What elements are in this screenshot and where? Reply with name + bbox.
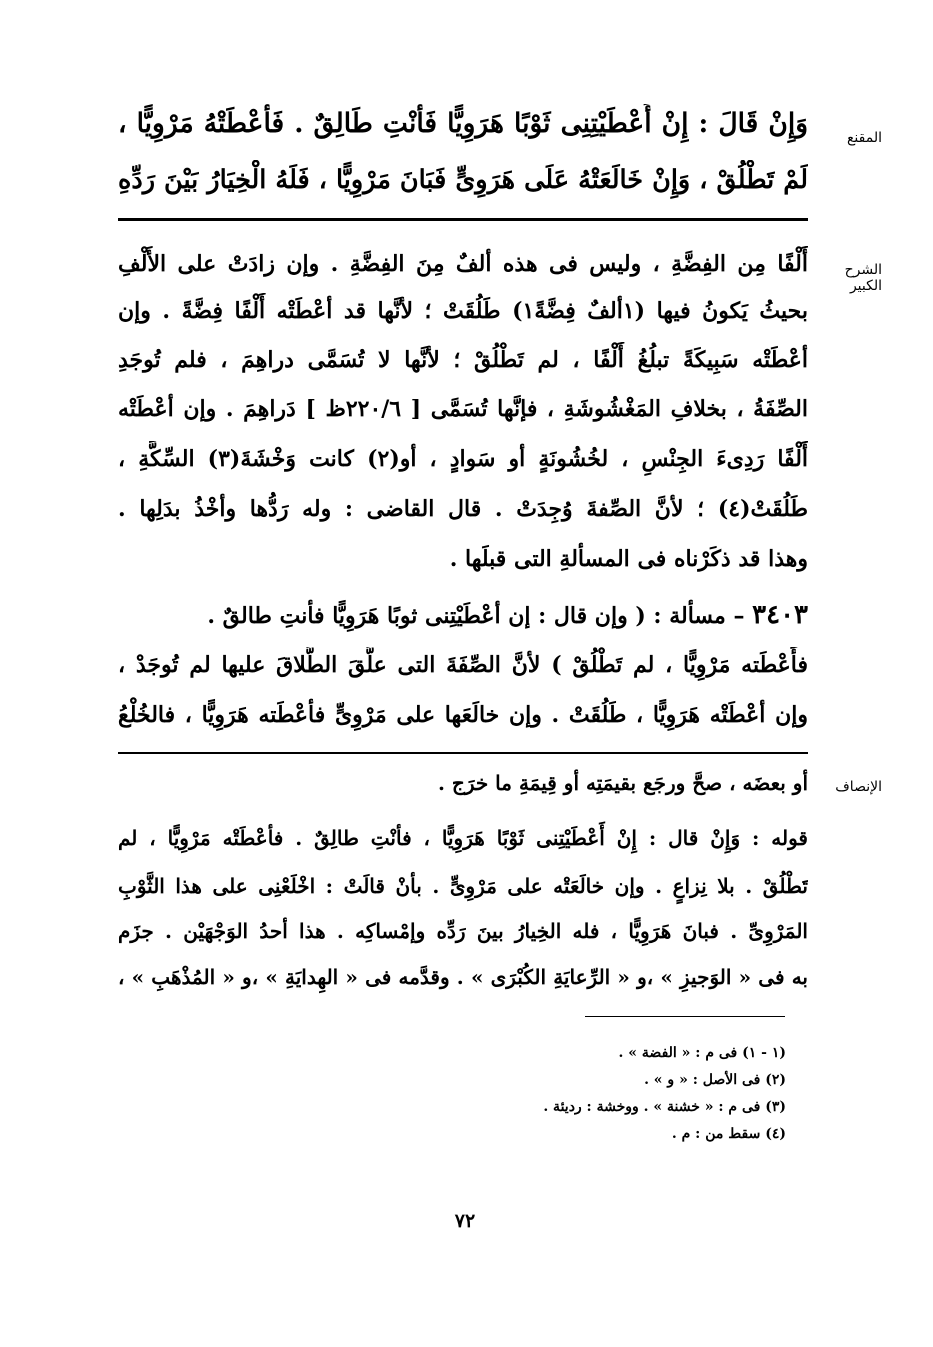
insaf-line: به فى « الوَجيزِ » ،و « الرِّعايَةِ الكُبْرَى » . وقدَّمه فى « الهِدايَةِ » ،و « المُذْهَبِ » ،: [118, 965, 808, 989]
insaf-line: تَطْلُقْ . بلا نِزاعٍ . وإن خالَعَتْه على مَرْوِىٍّ . بأنْ قالَتْ : اخْلَعْنِى على هذا الثَّوْبِ: [118, 874, 808, 898]
section-label-sharh: الشرح الكبير: [844, 262, 882, 294]
sharh-line: وهذا قد ذكَرْناه فى المسألةِ التى قبلَها .: [449, 546, 808, 572]
muqni-line: لَمْ تَطْلُقْ ، وَإِنْ خَالَعَتْهُ عَلَى هَرَوِىٍّ فَبَانَ مَرْوِيًّا ، فَلَهُ الْخِيَارُ بَيْنَ رَدِّهِ: [118, 165, 808, 195]
sharh-line: طَلُقَتْ(٤) ؛ لأنَّ الصِّفةَ وُجِدَتْ . قال القاضى : وله رَدُّها وأخْذُ بدَلِها .: [118, 496, 808, 522]
footnote: (٤) سقط من : م .: [671, 1126, 786, 1142]
muqni-line: وَإِنْ قَالَ : إِنْ أَعْطَيْتِنِى ثَوْبًا هَرَوِيًّا فَأَنْتِ طَالِقٌ . فَأَعْطَتْهُ مَرْوِيًّا ،: [118, 108, 808, 139]
masala-first-line: – مسألة : ( وإن قال : إن أعْطَيْتِنى ثوبًا هَرَوِيًّا فأنتِ طالقٌ .: [207, 603, 745, 629]
sharh-line: أَلْفًا رَدِىءَ الجِنْسِ ، لخُشُونَةٍ أو سَوادٍ ، أو(٢) كانت وَخْشَةَ(٣) السِّكَّةِ ،: [118, 446, 808, 472]
sharh-line: أعْطَتْه سَبِيكَةً تبلُغُ أَلْفًا ، لم تَطْلُقْ ؛ لأنَّها لا تُسَمَّى دراهِمَ ، فلم تُوجَدِ: [118, 347, 808, 373]
footnote: (١ - ١) فى م : « الفضة » .: [618, 1045, 786, 1061]
footnotes: [520, 1040, 786, 1148]
footnote: (٣) فى م : « خشنة » . ووخشة : رديئة .: [543, 1099, 786, 1115]
sharh-line: أَلْفًا مِن الفِضَّةِ ، وليس فى هذه ألفٌ مِنَ الفِضَّةِ . وإن زادَتْ على الأَلْفِ: [118, 251, 808, 277]
sharh-line: بحيثُ يَكونُ فيها (١ألفٌ فِضَّةً١) طَلُقَتْ ؛ لأنَّها قد أعْطَتْه أَلْفًا فِضَّةً . وإن: [118, 298, 808, 324]
masala-line: فأَعْطَته مَرْوِيًّا ، لم تَطْلُقْ ) لأنَّ الصِّفَةَ التى علَّقَ الطَّلاقَ عليها لم تُوجَدْ ،: [118, 652, 808, 678]
insaf-line: أو بعضَه ، صحَّ ورجَع بقيمَتِه أو قِيمَةِ ما خرَج .: [437, 771, 808, 795]
page-number: ٧٢: [454, 1210, 476, 1232]
masala-heading: [118, 597, 808, 637]
insaf-line: المَرْوِىِّ . فبانَ هَرَوِيًّا ، فله الخِيارُ بينَ رَدِّه وإمْساكِه . هذا أحدُ الوَجْهَيْن . جزَم: [118, 919, 808, 943]
insaf-line: قوله : وَإِنْ قال : إِنْ أَعْطَيْتِنى ثَوْبًا هَرَوِيًّا ، فأنْتِ طالِقٌ . فأعْطَتْه مَرْوِيًّا ، لم: [118, 826, 808, 850]
section-label-muqni: المقنع: [846, 130, 882, 146]
section-divider: [118, 218, 808, 221]
section-divider: [118, 752, 808, 754]
footnote: (٢) فى الأصل : « و » .: [644, 1072, 786, 1088]
masala-number: ٣٤٠٣: [752, 600, 808, 630]
section-label-insaf: الإنصاف: [835, 779, 882, 795]
footnote-divider: [585, 1016, 785, 1017]
sharh-line: الصِّفَةُ ، بخلافِ المَغْشُوشَةِ ، فإنَّها تُسَمَّى [ ٢٢٠/٦ظ ] دَراهِمَ . وإن أعْطَتْه: [118, 396, 808, 422]
masala-line: وإن أعْطَتْه هَرَوِيًّا ، طَلُقَتْ . وإن خالَعَها على مَرْوِىٍّ فأعْطَته هَرَوِيًّا ، فالخُلْعُ: [118, 702, 808, 728]
